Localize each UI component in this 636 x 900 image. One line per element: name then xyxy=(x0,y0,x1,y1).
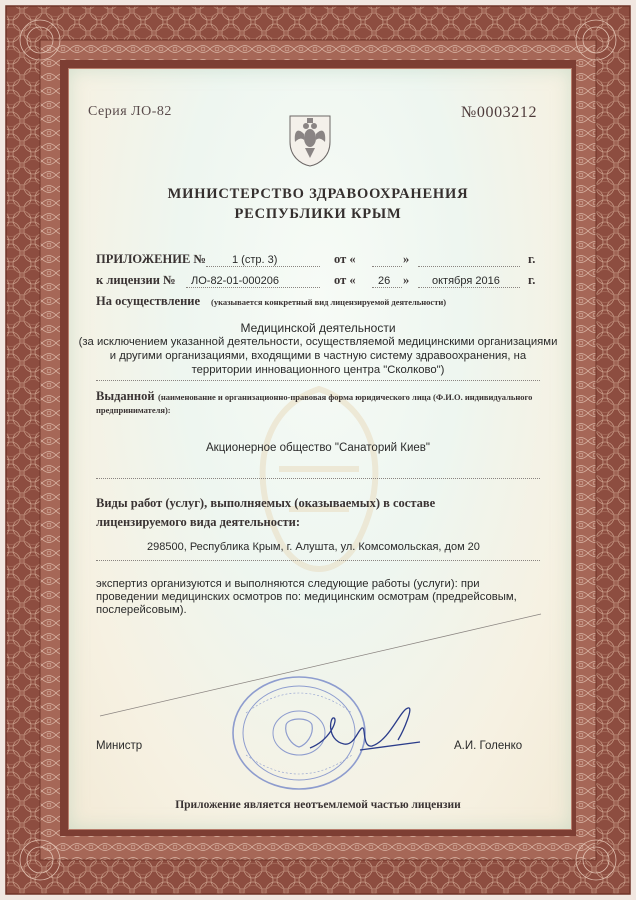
signatory-position: Министр xyxy=(96,740,143,752)
activity-line-2: и другими организациями, входящими в частную систему здравоохранения, на xyxy=(109,350,527,362)
serial-number: №0003212 xyxy=(461,104,538,121)
works-underline xyxy=(96,560,540,561)
appendix-label: ПРИЛОЖЕНИЕ № xyxy=(96,252,206,266)
issued-hint-2: предпринимателя): xyxy=(96,405,171,415)
activity-underline xyxy=(96,380,540,381)
license-label: к лицензии № xyxy=(96,273,176,287)
works-text-2: проведении медицинских осмотров по: медицинским осмотрам (предрейсовым, xyxy=(96,591,517,603)
appendix-year-suffix: г. xyxy=(528,252,536,266)
appendix-number: 1 (стр. 3) xyxy=(232,254,278,266)
license-month-year: октября 2016 xyxy=(432,275,500,287)
activity-line-1: (за исключением указанной деятельности, осуществляемой медицинскими организациями xyxy=(78,336,558,348)
license-from-label: от « xyxy=(334,273,356,287)
appendix-month-line xyxy=(418,266,520,267)
signature-scribble xyxy=(300,700,440,760)
license-day: 26 xyxy=(378,275,391,287)
license-number: ЛО-82-01-000206 xyxy=(191,275,279,287)
license-day-line xyxy=(372,287,402,288)
license-number-line xyxy=(186,287,320,288)
series-label: Серия ЛО-82 xyxy=(88,104,172,119)
issued-underline xyxy=(96,478,540,479)
issued-label: Выданной xyxy=(96,389,155,403)
license-from-close: » xyxy=(403,273,410,287)
appendix-from-close: » xyxy=(403,252,410,266)
works-label-1: Виды работ (услуг), выполняемых (оказываемых) в составе xyxy=(96,496,436,510)
activity-label: На осуществление xyxy=(96,294,201,308)
ministry-title-line2: РЕСПУБЛИКИ КРЫМ xyxy=(234,206,402,222)
signatory-name: А.И. Голенко xyxy=(454,740,523,752)
works-address: 298500, Республика Крым, г. Алушта, ул. Комсомольская, дом 20 xyxy=(147,541,480,553)
activity-hint: (указывается конкретный вид лицензируемой деятельности) xyxy=(211,297,447,307)
coat-of-arms-icon xyxy=(286,112,334,168)
activity-title: Медицинской деятельности xyxy=(240,321,396,335)
appendix-number-line xyxy=(206,266,320,267)
license-month-line xyxy=(418,287,520,288)
appendix-day-line xyxy=(372,266,402,267)
issued-hint-1: (наименование и организационно-правовая форма юридического лица (Ф.И.О. индивидуального xyxy=(158,392,533,402)
works-label-2: лицензируемого вида деятельности: xyxy=(96,515,301,529)
works-text-1: экспертиз организуются и выполняются следующие работы (услуги): при xyxy=(96,578,480,590)
footer-note: Приложение является неотъемлемой частью лицензии xyxy=(175,799,461,811)
ministry-title-line1: МИНИСТЕРСТВО ЗДРАВООХРАНЕНИЯ xyxy=(167,186,469,202)
company-name: Акционерное общество "Санаторий Киев" xyxy=(206,442,430,454)
appendix-from-label: от « xyxy=(334,252,356,266)
activity-line-3: территории инновационного центра "Сколково") xyxy=(191,364,445,376)
works-text-3: послерейсовым). xyxy=(96,604,187,616)
license-year-suffix: г. xyxy=(528,273,536,287)
